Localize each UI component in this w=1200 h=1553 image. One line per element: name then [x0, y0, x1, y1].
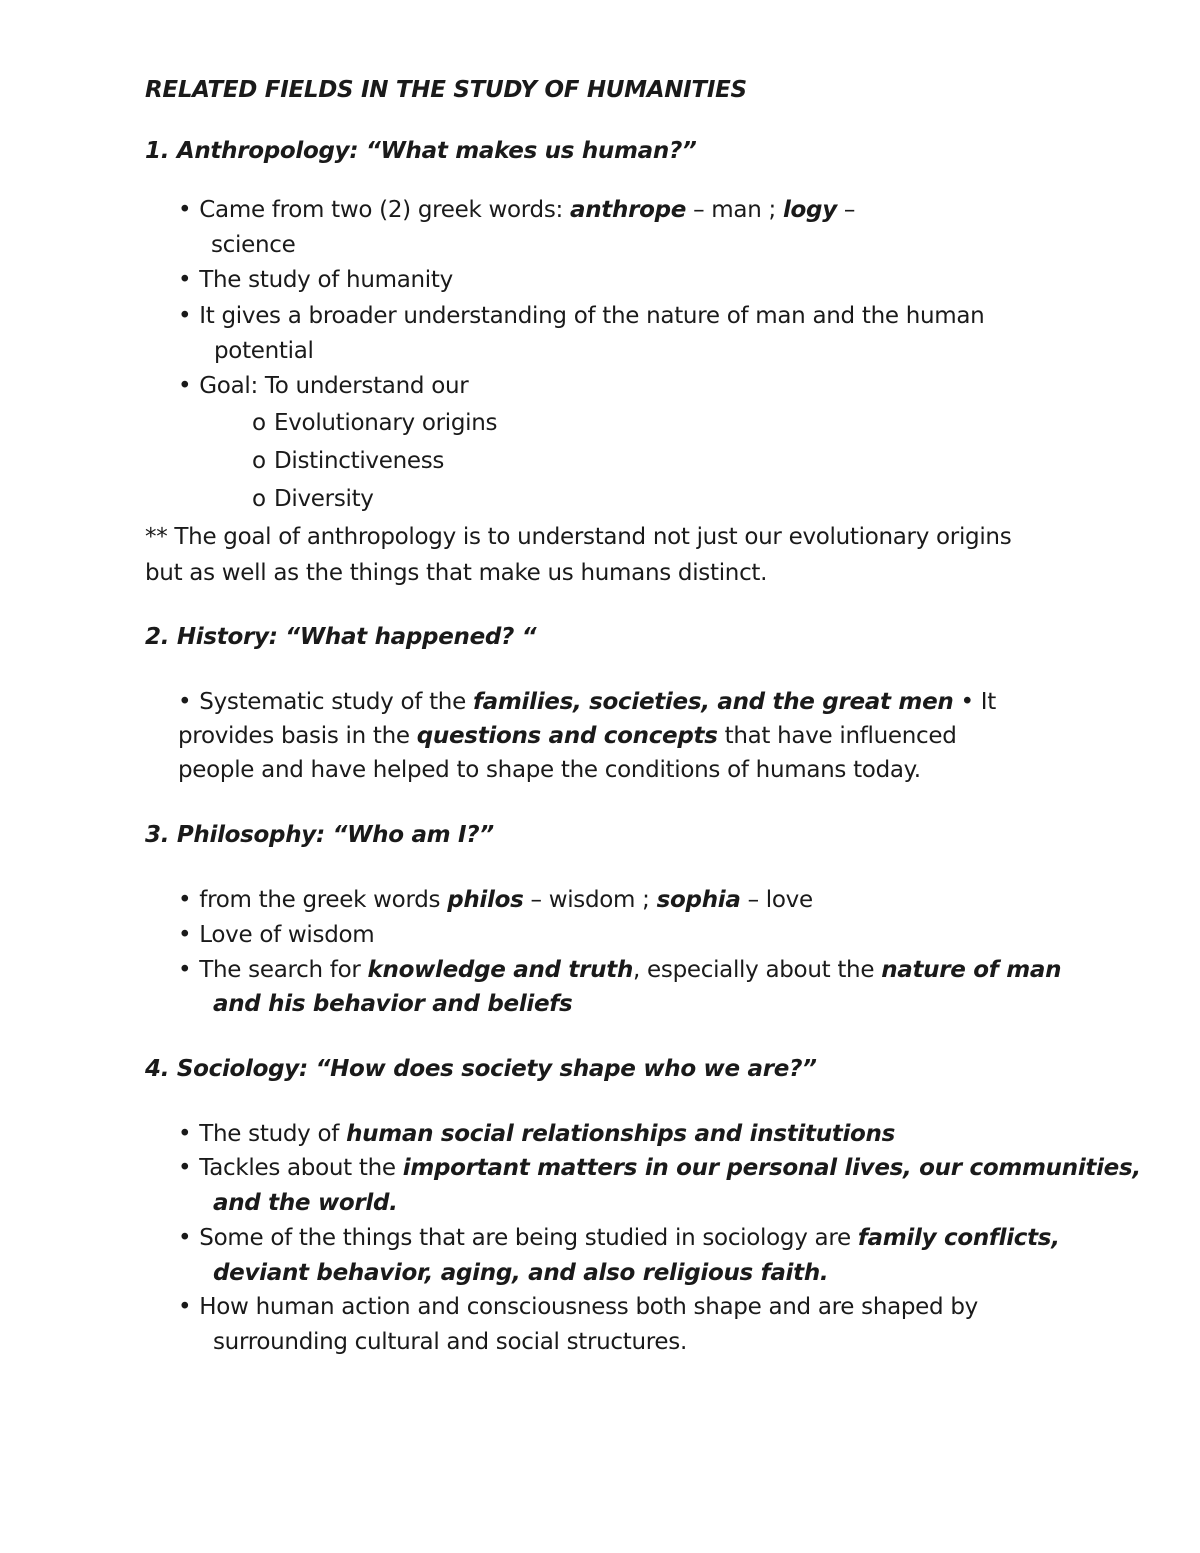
sociology-bullet-action-cont: surrounding cultural and social structures. — [213, 1329, 687, 1355]
philosophy-bullet-origin: • from the greek words philos – wisdom ; sophia – love — [178, 885, 813, 915]
anthropology-bullet-understanding-cont: potential — [214, 338, 314, 364]
sociology-bullet-tackles: • Tackles about the important matters in our personal lives, our communities, — [178, 1153, 1141, 1183]
history-paragraph-line: provides basis in the questions and concepts that have influenced — [178, 723, 957, 749]
history-paragraph-line: • Systematic study of the families, societies, and the great men • It — [178, 687, 996, 717]
philosophy-heading: 3. Philosophy: “Who am I?” — [145, 822, 494, 848]
anthropology-sub-item: o Diversity — [252, 486, 374, 512]
history-paragraph-line: people and have helped to shape the conditions of humans today. — [178, 757, 921, 783]
anthropology-sub-item: o Evolutionary origins — [252, 410, 498, 436]
anthropology-bullet-origin: • Came from two (2) greek words: anthrope – man ; logy – — [178, 195, 855, 225]
sociology-bullet-topics: • Some of the things that are being studied in sociology are family conflicts, — [178, 1223, 1060, 1253]
sociology-bullet-topics-cont: deviant behavior, aging, and also religious faith. — [213, 1260, 829, 1286]
sociology-bullet-action: • How human action and consciousness both shape and are shaped by — [178, 1292, 978, 1322]
philosophy-bullet-search: • The search for knowledge and truth, especially about the nature of man — [178, 955, 1061, 985]
sociology-bullet-study: • The study of human social relationships and institutions — [178, 1119, 895, 1149]
anthropology-note: ** The goal of anthropology is to understand not just our evolutionary origins — [145, 524, 1012, 550]
anthropology-bullet-study: • The study of humanity — [178, 265, 453, 295]
page-title: RELATED FIELDS IN THE STUDY OF HUMANITIES — [145, 77, 747, 103]
anthropology-bullet-understanding: • It gives a broader understanding of the nature of man and the human — [178, 301, 984, 331]
anthropology-bullet-goal: • Goal: To understand our — [178, 371, 468, 401]
sociology-bullet-tackles-cont: and the world. — [213, 1190, 398, 1216]
philosophy-bullet-love: • Love of wisdom — [178, 920, 374, 950]
anthropology-sub-item: o Distinctiveness — [252, 448, 445, 474]
anthropology-note-cont: but as well as the things that make us humans distinct. — [145, 560, 768, 586]
anthropology-bullet-origin-cont: science — [211, 232, 296, 258]
history-heading: 2. History: “What happened? “ — [145, 624, 537, 650]
anthropology-heading: 1. Anthropology: “What makes us human?” — [145, 138, 697, 164]
philosophy-bullet-search-cont: and his behavior and beliefs — [213, 991, 573, 1017]
sociology-heading: 4. Sociology: “How does society shape who we are?” — [145, 1056, 817, 1082]
